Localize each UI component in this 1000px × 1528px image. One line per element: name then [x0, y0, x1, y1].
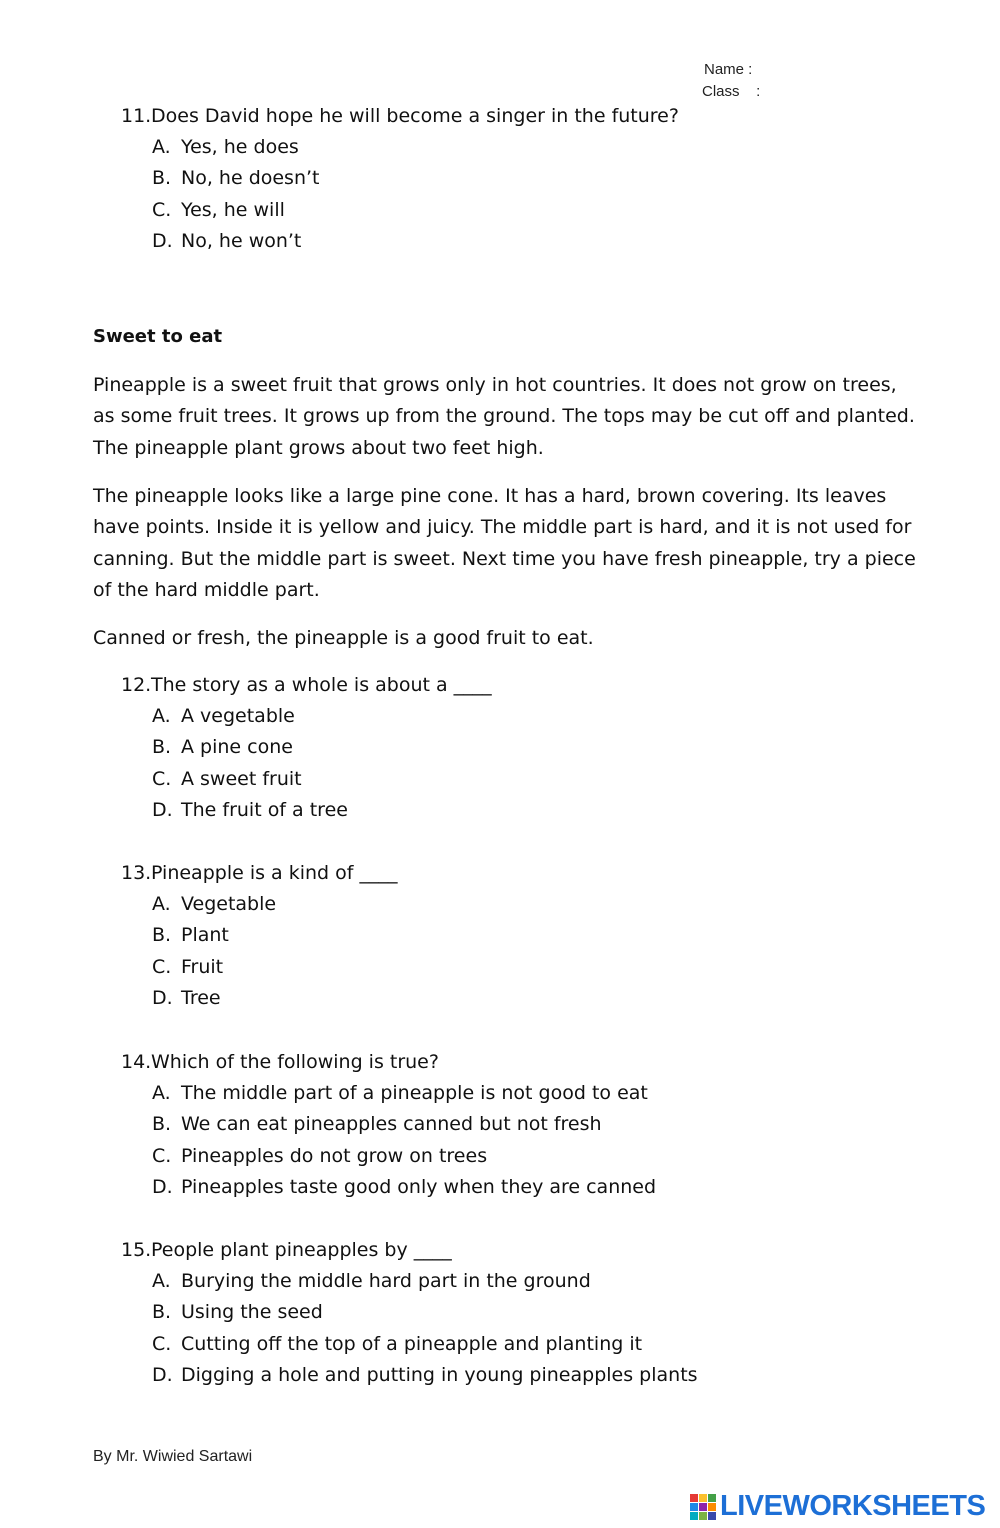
question-14-options: [152, 1082, 656, 1207]
option-d[interactable]: D. Digging a hole and putting in young pineapples plants: [152, 1363, 698, 1386]
logo-tile: [690, 1494, 698, 1502]
logo-tile: [708, 1512, 716, 1520]
passage-title: Sweet to eat: [93, 326, 223, 347]
question-number: 14.: [121, 1051, 152, 1073]
option-c[interactable]: C. Pineapples do not grow on trees: [152, 1144, 488, 1167]
question-number: 15.: [121, 1239, 152, 1261]
class-label: Class :: [702, 83, 761, 100]
option-a[interactable]: A. The middle part of a pineapple is not good to eat: [152, 1082, 648, 1104]
question-15-options: [152, 1270, 698, 1395]
question-12-options: [152, 705, 348, 830]
option-d[interactable]: D. Pineapples taste good only when they are canned: [152, 1175, 657, 1198]
liveworksheets-logo-icon: [690, 1494, 716, 1520]
brand-text: LIVEWORKSHEETS: [720, 1490, 986, 1522]
option-b[interactable]: B. A pine cone: [152, 736, 293, 759]
option-b[interactable]: B. Using the seed: [152, 1301, 323, 1324]
question-text: Which of the following is true?: [151, 1051, 439, 1073]
option-c[interactable]: C. Fruit: [152, 955, 224, 978]
author-credit: By Mr. Wiwied Sartawi: [93, 1448, 253, 1465]
question-11-options: [152, 136, 320, 261]
logo-tile: [690, 1512, 698, 1520]
passage-paragraph-1: Pineapple is a sweet fruit that grows only in hot countries. It does not grow on trees, as some fruit trees. It grows up from the ground. The tops may be cut off and planted. The pineapple plant grows about two feet high.: [93, 374, 915, 459]
question-15: [121, 1239, 452, 1261]
question-number: 12.: [121, 674, 152, 696]
option-d[interactable]: D. The fruit of a tree: [152, 798, 348, 821]
logo-tile: [708, 1494, 716, 1502]
question-text: People plant pineapples by ____: [151, 1239, 452, 1261]
option-b[interactable]: B. We can eat pineapples canned but not fresh: [152, 1113, 602, 1136]
option-d[interactable]: D. No, he won’t: [152, 229, 302, 252]
question-11: [121, 105, 679, 127]
question-text: Does David hope he will become a singer in the future?: [151, 105, 679, 127]
option-c[interactable]: C. Cutting off the top of a pineapple and planting it: [152, 1332, 643, 1355]
liveworksheets-logo[interactable]: [690, 1490, 985, 1523]
option-d[interactable]: D. Tree: [152, 986, 221, 1009]
passage-paragraph-2: The pineapple looks like a large pine cone. It has a hard, brown covering. Its leaves have points. Inside it is yellow and juicy. The middle part is hard, and it is not used for canning. But the middle part is sweet. Next time you have fresh pineapple, try a piece of the hard middle part.: [93, 485, 916, 601]
name-label: Name :: [704, 61, 753, 78]
option-c[interactable]: C. Yes, he will: [152, 198, 285, 221]
option-a[interactable]: A. Burying the middle hard part in the ground: [152, 1270, 591, 1292]
question-text: The story as a whole is about a ____: [151, 674, 492, 696]
passage-paragraph-3: Canned or fresh, the pineapple is a good fruit to eat.: [93, 627, 594, 649]
option-a[interactable]: A. Yes, he does: [152, 136, 299, 158]
option-b[interactable]: B. No, he doesn’t: [152, 167, 320, 190]
question-13-options: [152, 893, 276, 1018]
logo-tile: [699, 1512, 707, 1520]
question-number: 13.: [121, 862, 152, 884]
logo-tile: [690, 1503, 698, 1511]
logo-tile: [699, 1494, 707, 1502]
question-14: [121, 1051, 439, 1073]
logo-tile: [708, 1503, 716, 1511]
question-13: [121, 862, 398, 884]
logo-tile: [699, 1503, 707, 1511]
question-number: 11.: [121, 105, 152, 127]
question-text: Pineapple is a kind of ____: [151, 862, 398, 884]
question-12: [121, 674, 492, 696]
option-a[interactable]: A. Vegetable: [152, 893, 277, 915]
option-a[interactable]: A. A vegetable: [152, 705, 295, 727]
option-c[interactable]: C. A sweet fruit: [152, 767, 302, 790]
option-b[interactable]: B. Plant: [152, 924, 229, 947]
